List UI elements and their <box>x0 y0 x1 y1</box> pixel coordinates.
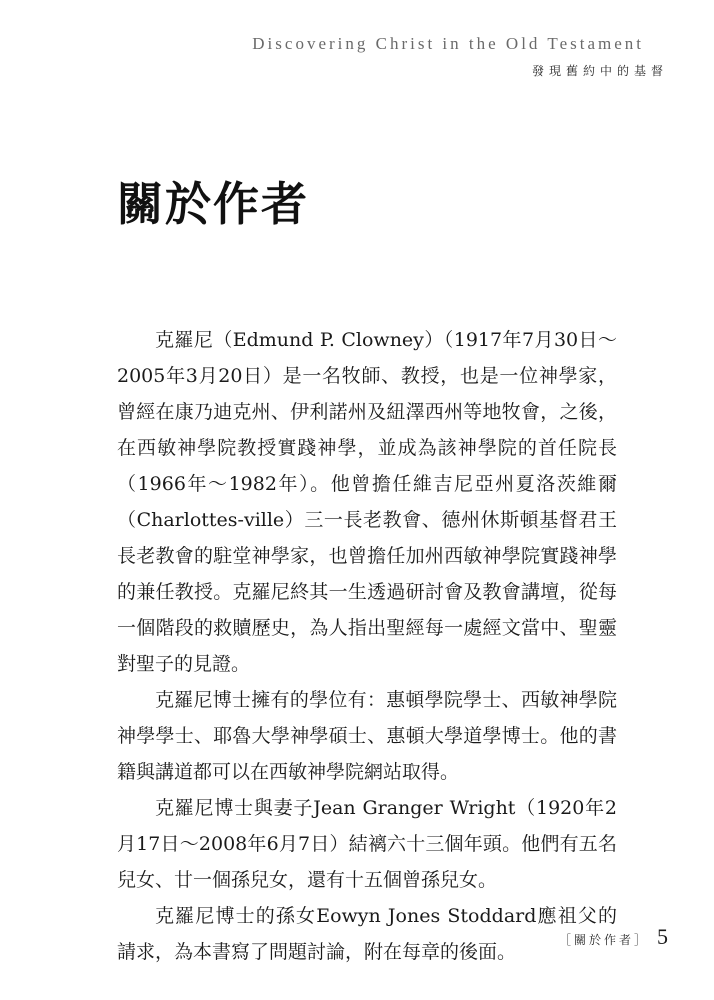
paragraph-degrees: 克羅尼博士擁有的學位有：惠頓學院學士、西敏神學院神學學士、耶魯大學神學碩士、惠頓大學道學博士。他的書籍與講道都可以在西敏神學院網站取得。 <box>117 689 617 783</box>
paragraph-granddaughter: 克羅尼博士的孫女Eowyn Jones Stoddard應祖父的請求，為本書寫了問題討論，附在每章的後面。 <box>117 905 617 963</box>
footer-section-label: ［關於作者］ <box>558 933 649 947</box>
page-number: 5 <box>657 924 668 949</box>
page-footer <box>559 924 668 950</box>
chapter-title: 關於作者 <box>117 177 309 231</box>
paragraph-biography: 克羅尼（Edmund P. Clowney）（1917年7月30日～2005年3月20日）是一名牧師、教授，也是一位神學家，曾經在康乃迪克州、伊利諾州及紐澤西州等地牧會，之後，在西敏神學院教授實踐神學，並成為該神學院的首任院長（1966年～1982年）。他曾擔任維吉尼亞州夏洛茨維爾（Charlottes-ville）三一長老教會、德州休斯頓基督君王長老教會的駐堂神學家，也曾擔任加州西敏神學院實踐神學的兼任教授。克羅尼終其一生透過研討會及教會講壇，從每一個階段的救贖歷史，為人指出聖經每一處經文當中、聖靈對聖子的見證。 <box>117 329 617 675</box>
running-header-chinese: 發現舊約中的基督 <box>531 64 668 78</box>
paragraph-family: 克羅尼博士與妻子Jean Granger Wright（1920年2月17日～2008年6月7日）結褵六十三個年頭。他們有五名兒女、廿一個孫兒女，還有十五個曾孫兒女。 <box>117 797 617 891</box>
body-text <box>117 322 617 970</box>
running-header-english: Discovering Christ in the Old Testament <box>252 34 644 53</box>
